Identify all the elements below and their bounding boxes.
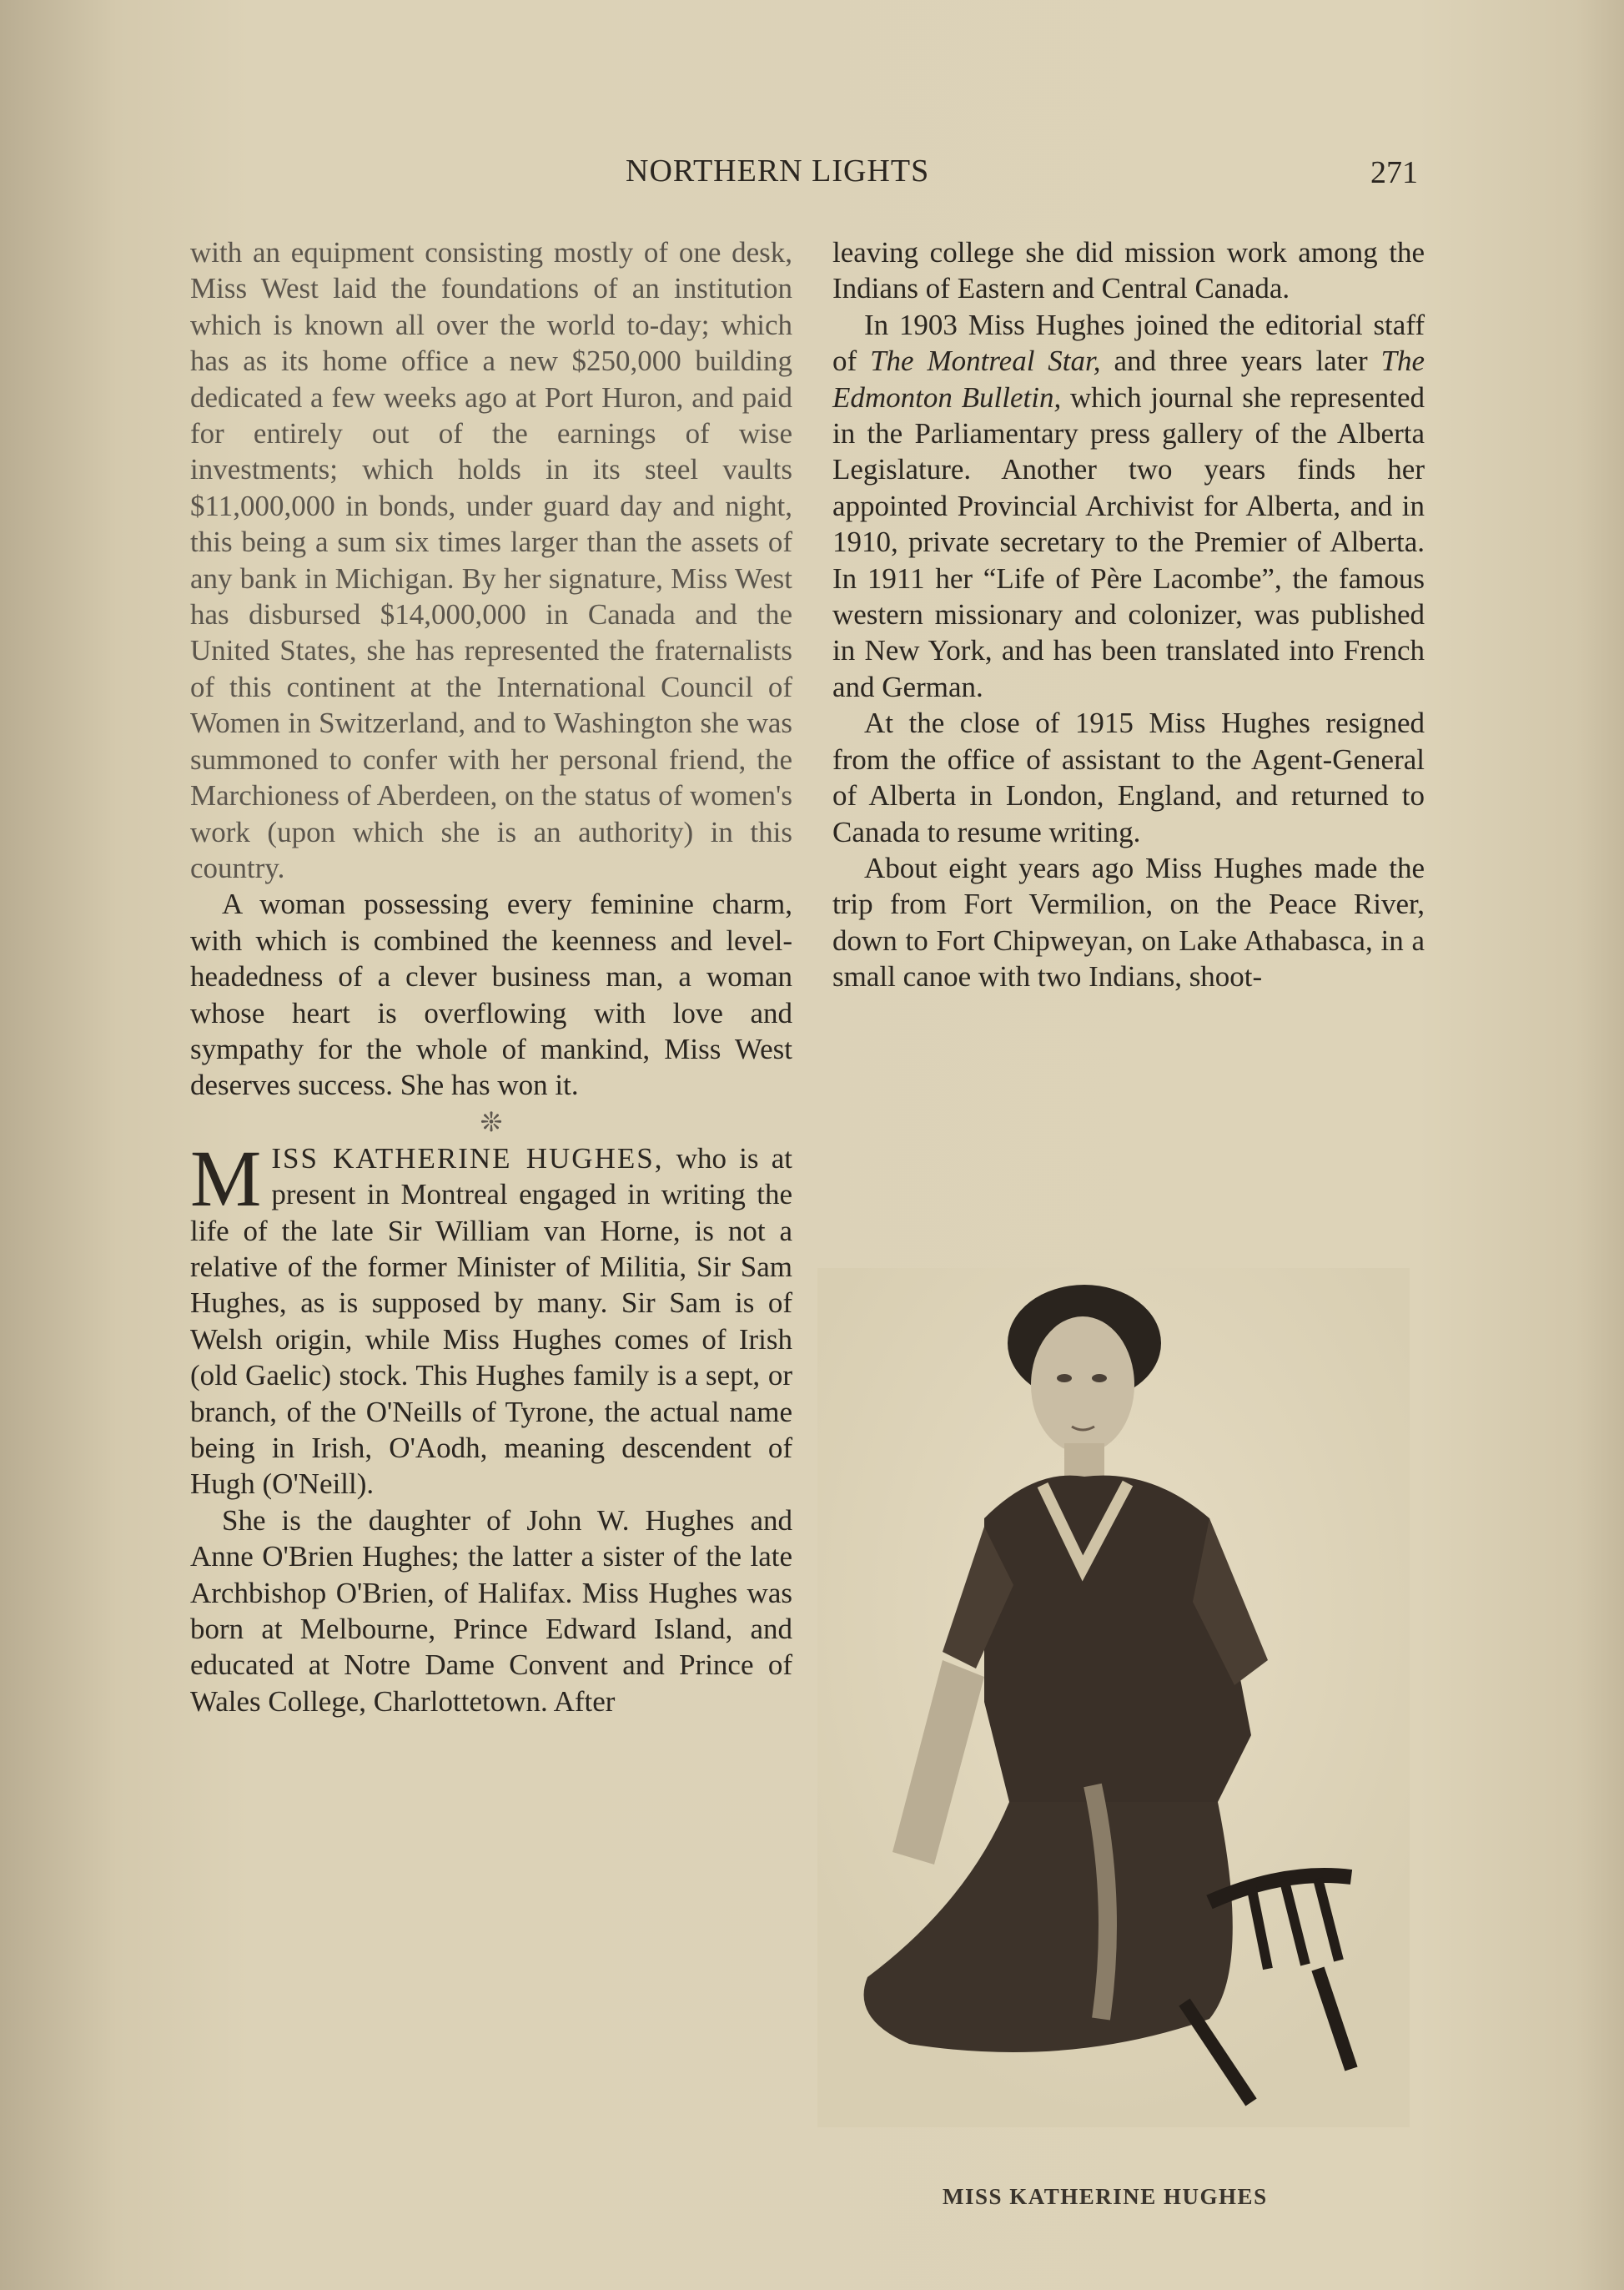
small-caps-lead: ISS KATHERINE HUGHES, [271,1141,664,1175]
publication-title: The Edmonton Bulletin, [832,345,1425,414]
paragraph-text: In 1903 Miss Hughes joined the editorial staff of [832,308,1425,378]
paragraph: leaving college she did mission work among the Indians of Eastern and Central Canada. [832,236,1425,305]
paragraph: About eight years ago Miss Hughes made the trip from Fort Vermilion, on the Peace River, down to Fort Chipweyan, on Lake Athabasca, in a small canoe with two Indians, shoot- [832,851,1425,994]
paragraph-text: which journal she represented in the Parliamentary press gallery of the Alberta Legislature. Another two years finds her appointed Provincial Archivist for Alberta, and in 1910, private secretary to the Premier of Alberta. In 1911 her “Life of Père Lacombe”, the famous western missionary and colonizer, was published in New York, and has been translated into French and German. [832,380,1425,703]
paragraph-text: and three years later [1114,345,1368,378]
portrait-photo [817,1268,1410,2127]
left-column [190,234,792,1719]
right-column [832,234,1425,995]
photo-caption: MISS KATHERINE HUGHES [943,2184,1268,2209]
section-ornament: ❊ [480,1106,503,1137]
paragraph [832,307,1425,705]
paragraph: with an equipment consisting mostly of one desk, Miss West laid the foundations of an institution which is known all over the world to-day; which has as its home office a new $250,000 building dedicated a few weeks ago at Port Huron, and paid for entirely out of the earnings of wise investments; which holds in its steel vaults $11,000,000 in bonds, under guard day and night, this being a sum six times larger than the assets of any bank in Michigan. By her signature, Miss West has disbursed $14,000,000 in Canada and the United States, she has represented the fraternalists of this continent at the International Council of Women in Switzerland, and to Washington she was summoned to confer with her personal friend, the Marchioness of Aberdeen, on the status of women's work (upon which she is an authority) in this country. [190,236,792,884]
paragraph: At the close of 1915 Miss Hughes resigned from the office of assistant to the Agent-General of Alberta in London, England, and returned to Canada to resume writing. [832,707,1425,848]
paragraph: She is the daughter of John W. Hughes and Anne O'Brien Hughes; the latter a sister of the late Archbishop O'Brien, of Halifax. Miss Hughes was born at Melbourne, Prince Edward Island, and educated at Notre Dame Convent and Prince of Wales College, Charlottetown. After [190,1503,792,1718]
page-number: 271 [1370,155,1418,190]
running-header-title: NORTHERN LIGHTS [626,154,930,189]
section-opening-paragraph [190,1133,792,1502]
drop-cap: M [190,1133,262,1223]
paragraph: A woman possessing every feminine charm, with which is combined the keenness and level-headedness of a clever business man, a woman whose heart is overflowing with love and sympathy for the whole of mankind, Miss West deserves success. She has won it. [190,888,792,1102]
paragraph-text: who is at present in Montreal engaged in writing the life of the late Sir William van Horne, is not a relative of the former Minister of Militia, Sir Sam Hughes, as is supposed by many. Sir Sam is of Welsh origin, while Miss Hughes comes of Irish (old Gaelic) stock. This Hughes family is a sept, or branch, of the O'Neills of Tyrone, the actual name being in Irish, O'Aodh, meaning descendent of Hugh (O'Neill). [190,1141,792,1501]
publication-title: The Montreal Star, [870,345,1101,378]
